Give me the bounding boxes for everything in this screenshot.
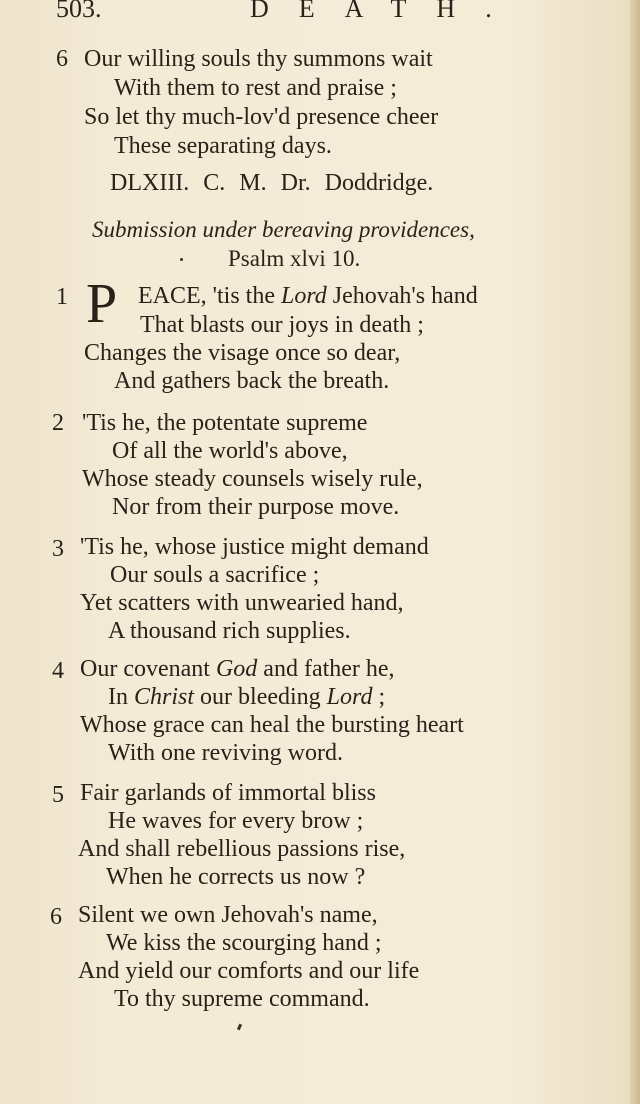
- verse-line: To thy supreme command.: [114, 986, 370, 1012]
- hymn-subtitle: Submission under bereaving providences,: [92, 217, 475, 242]
- stanza-number: 6: [50, 904, 62, 930]
- verse-line: Of all the world's above,: [112, 438, 348, 464]
- hymn-heading: DLXIII. C. M. Dr. Doddridge.: [110, 170, 434, 196]
- verse-text-italic: Christ: [134, 684, 195, 710]
- verse-text: ;: [372, 684, 386, 710]
- verse-line: And gathers back the breath.: [114, 368, 390, 394]
- verse-line: When he corrects us now ?: [106, 864, 366, 890]
- stanza-number: 6: [56, 46, 68, 72]
- verse-line: [80, 656, 395, 683]
- drop-cap: P: [86, 273, 118, 335]
- ink-speck: [180, 258, 183, 261]
- page-number: 503.: [56, 0, 102, 23]
- verse-line: A thousand rich supplies.: [108, 618, 351, 644]
- stanza-number: 1: [56, 284, 68, 310]
- running-title: DEATH.: [250, 0, 522, 23]
- verse-text: and father he,: [257, 656, 395, 682]
- verse-line: Silent we own Jehovah's name,: [78, 902, 378, 928]
- stanza-number: 4: [52, 658, 64, 684]
- verse-text: Our covenant: [80, 656, 216, 682]
- verse-line: So let thy much-lov'd presence cheer: [84, 104, 439, 130]
- verse-text: In: [108, 684, 134, 710]
- verse-line: 'Tis he, whose justice might demand: [80, 534, 429, 560]
- ink-speck: [237, 1024, 242, 1031]
- verse-text: our bleeding: [194, 684, 327, 710]
- verse-line: Whose steady counsels wisely rule,: [82, 466, 423, 492]
- verse-text-italic: Lord: [280, 283, 327, 309]
- verse-line: He waves for every brow ;: [108, 808, 364, 834]
- verse-line: Changes the visage once so dear,: [84, 340, 401, 366]
- verse-line: Whose grace can heal the bursting heart: [80, 712, 464, 738]
- page-header: [0, 0, 640, 24]
- verse-text-italic: God: [215, 656, 258, 682]
- verse-line: Nor from their purpose move.: [112, 494, 400, 520]
- scripture-reference: Psalm xlvi 10.: [228, 246, 361, 271]
- stanza-number: 2: [52, 410, 64, 436]
- verse-line: And shall rebellious passions rise,: [78, 836, 406, 862]
- verse-line: That blasts our joys in death ;: [140, 312, 424, 338]
- verse-line: With one reviving word.: [108, 740, 343, 766]
- verse-line: We kiss the scourging hand ;: [106, 930, 382, 956]
- verse-line: Yet scatters with unwearied hand,: [80, 590, 404, 616]
- verse-line: Our souls a sacrifice ;: [110, 562, 320, 588]
- verse-line: Our willing souls thy summons wait: [84, 46, 433, 72]
- page-edge: [630, 0, 640, 1104]
- stanza-number: 3: [52, 536, 64, 562]
- verse-line: And yield our comforts and our life: [78, 958, 420, 984]
- verse-line: Fair garlands of immortal bliss: [80, 780, 376, 806]
- verse-line: [138, 283, 478, 310]
- verse-text: EACE, 'tis the: [138, 283, 281, 309]
- verse-text-italic: Lord: [326, 684, 373, 710]
- stanza-number: 5: [52, 782, 64, 808]
- verse-line: 'Tis he, the potentate supreme: [82, 410, 368, 436]
- verse-line: [108, 684, 385, 711]
- verse-text: Jehovah's hand: [326, 283, 478, 309]
- verse-line: With them to rest and praise ;: [114, 75, 397, 101]
- verse-line: These separating days.: [114, 133, 332, 159]
